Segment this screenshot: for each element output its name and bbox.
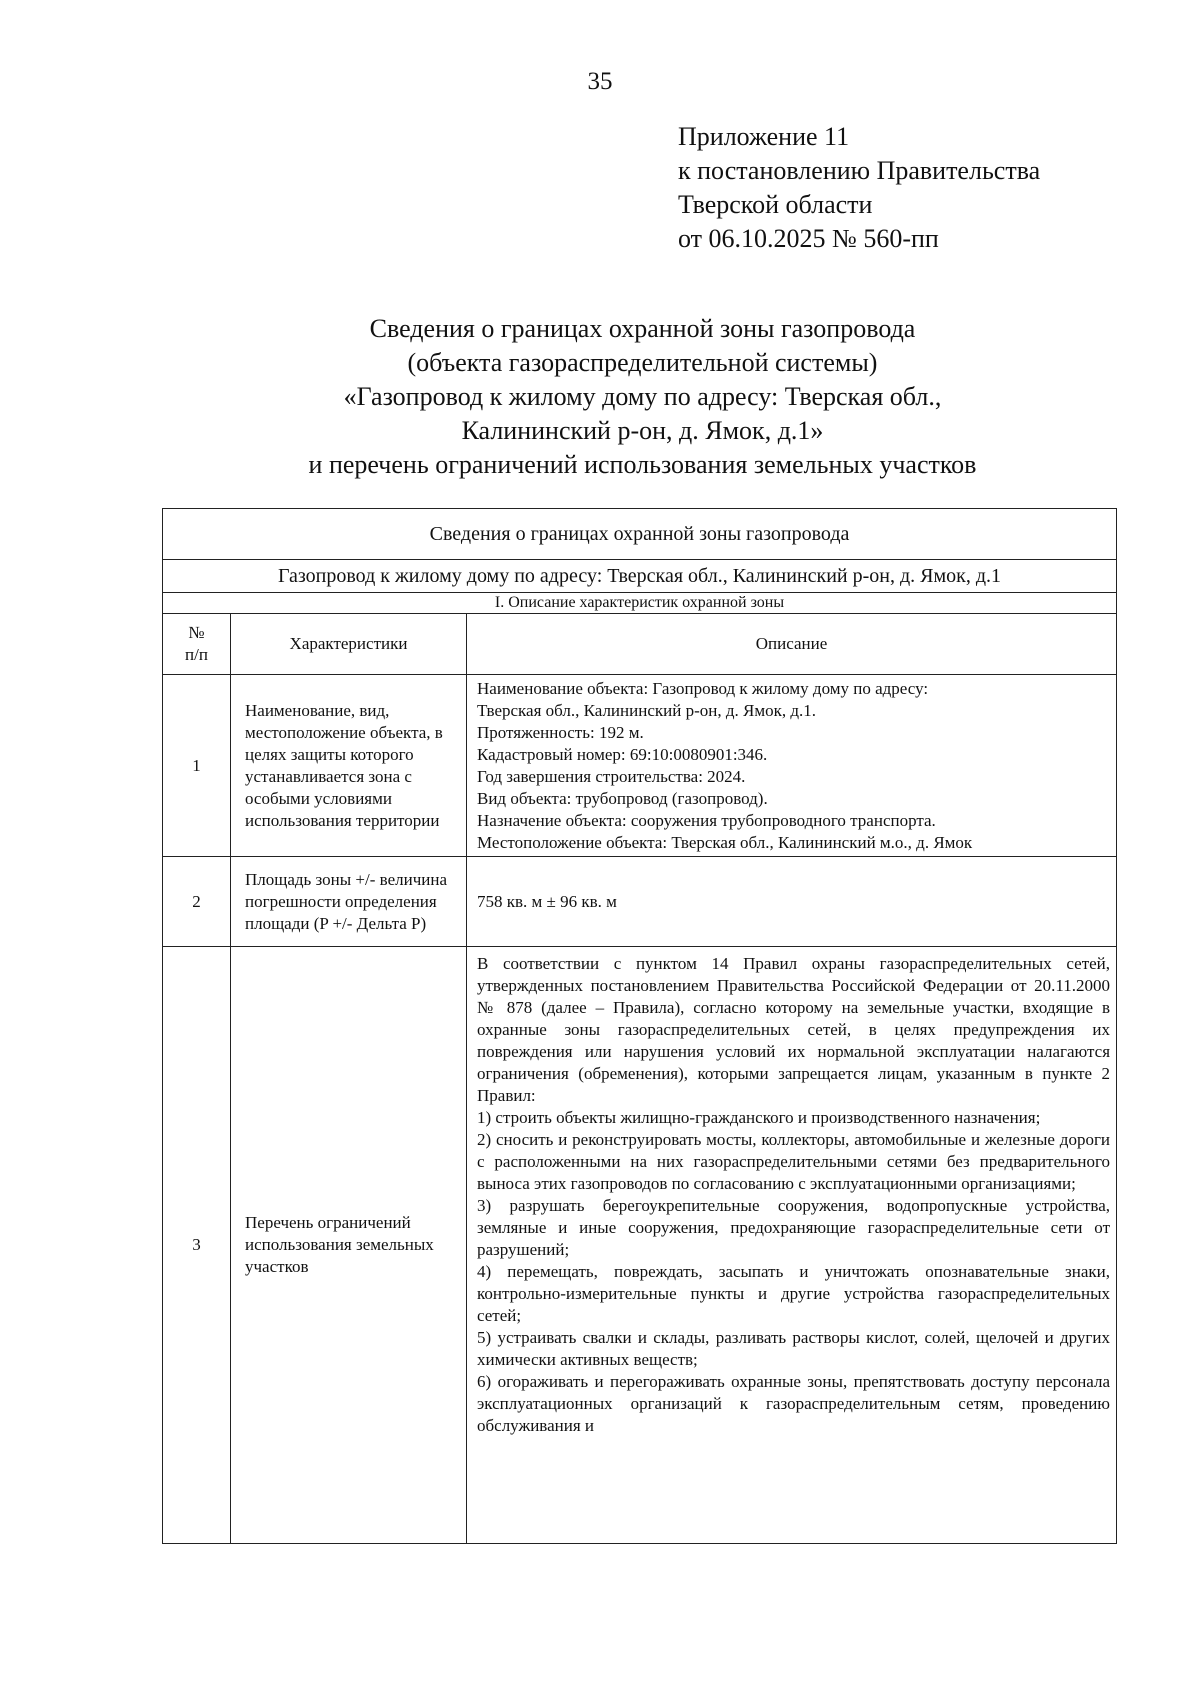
document-title — [160, 312, 1125, 482]
description-line: Тверская обл., Калининский р-он, д. Ямок, д.1. — [477, 700, 816, 720]
title-line: Сведения о границах охранной зоны газопровода — [369, 314, 916, 343]
table-row — [163, 947, 1117, 1544]
description-paragraph: 2) сносить и реконструировать мосты, коллекторы, автомобильные и железные дороги с расположенными на них газораспределительными сетями без предварительного выноса этих газопроводов по согласованию с эксплуатационными организациями; — [477, 1130, 1111, 1193]
row-characteristic: Перечень ограничений использования земельных участков — [231, 947, 467, 1544]
table-row — [163, 857, 1117, 947]
column-header-description: Описание — [467, 614, 1117, 675]
description-line: Вид объекта: трубопровод (газопровод). — [477, 788, 768, 808]
table-section-title: I. Описание характеристик охранной зоны — [163, 593, 1117, 614]
page-number: 35 — [587, 68, 613, 95]
appendix-block — [678, 120, 1040, 256]
row-characteristic: Наименование, вид, местоположение объекта, в целях защиты которого устанавливается зона с особыми условиями использования территории — [231, 675, 467, 857]
title-line: (объекта газораспределительной системы) — [407, 348, 878, 377]
column-header-number-line1: № — [188, 623, 205, 642]
title-line: и перечень ограничений использования земельных участков — [308, 450, 977, 479]
description-paragraph: В соответствии с пунктом 14 Правил охраны газораспределительных сетей, утвержденных постановлением Правительства Российской Федерации от 20.11.2000 № 878 (далее – Правила), согласно которому на земельные участки, входящие в охранные зоны газораспределительных сетей, в целях предупреждения их повреждения или нарушения условий их нормальной эксплуатации налагаются ограничения (обременения), которыми запрещается лицам, указанным в пункте 2 Правил: — [477, 954, 1111, 1105]
description-paragraph: 5) устраивать свалки и склады, разливать растворы кислот, солей, щелочей и других химически активных веществ; — [477, 1328, 1111, 1369]
description-paragraph: 1) строить объекты жилищно-гражданского и производственного назначения; — [477, 1108, 1041, 1127]
description-line: Кадастровый номер: 69:10:0080901:346. — [477, 744, 768, 764]
row-number: 1 — [163, 675, 231, 857]
description-line: Протяженность: 192 м. — [477, 722, 644, 742]
row-characteristic: Площадь зоны +/- величина погрешности определения площади (P +/- Дельта P) — [231, 857, 467, 947]
column-header-characteristics: Характеристики — [231, 614, 467, 675]
appendix-line: от 06.10.2025 № 560-пп — [678, 224, 939, 253]
appendix-line: Тверской области — [678, 190, 873, 219]
description-line: 758 кв. м ± 96 кв. м — [477, 891, 617, 911]
title-line: Калининский р-он, д. Ямок, д.1» — [461, 416, 824, 445]
appendix-line: Приложение 11 — [678, 122, 850, 151]
table-header-main: Сведения о границах охранной зоны газопровода — [163, 509, 1117, 560]
row-number: 3 — [163, 947, 231, 1544]
description-line: Назначение объекта: сооружения трубопроводного транспорта. — [477, 810, 936, 830]
table-header-object: Газопровод к жилому дому по адресу: Тверская обл., Калининский р-он, д. Ямок, д.1 — [163, 560, 1117, 593]
table-row — [163, 675, 1117, 857]
description-line: Наименование объекта: Газопровод к жилому дому по адресу: — [477, 678, 929, 698]
column-header-number — [163, 614, 231, 675]
description-line: Местоположение объекта: Тверская обл., Калининский м.о., д. Ямок — [477, 832, 973, 852]
description-paragraph: 4) перемещать, повреждать, засыпать и уничтожать опознавательные знаки, контрольно-измерительные пункты и другие устройства газораспределительных сетей; — [477, 1262, 1111, 1325]
row-description — [467, 675, 1117, 857]
description-paragraph: 6) огораживать и перегораживать охранные зоны, препятствовать доступу персонала эксплуатационных организаций к газораспределительным сетям, проведению обслуживания и — [477, 1372, 1111, 1435]
row-description — [467, 947, 1117, 1544]
protection-zone-table — [162, 508, 1117, 1544]
description-paragraph: 3) разрушать берегоукрепительные сооружения, водопропускные устройства, земляные и иные сооружения, предохраняющие газораспределительные сети от разрушений; — [477, 1196, 1111, 1259]
description-line: Год завершения строительства: 2024. — [477, 766, 746, 786]
row-description — [467, 857, 1117, 947]
appendix-line: к постановлению Правительства — [678, 156, 1041, 185]
column-header-number-line2: п/п — [185, 645, 208, 664]
row-number: 2 — [163, 857, 231, 947]
title-line: «Газопровод к жилому дому по адресу: Тверская обл., — [343, 382, 942, 411]
